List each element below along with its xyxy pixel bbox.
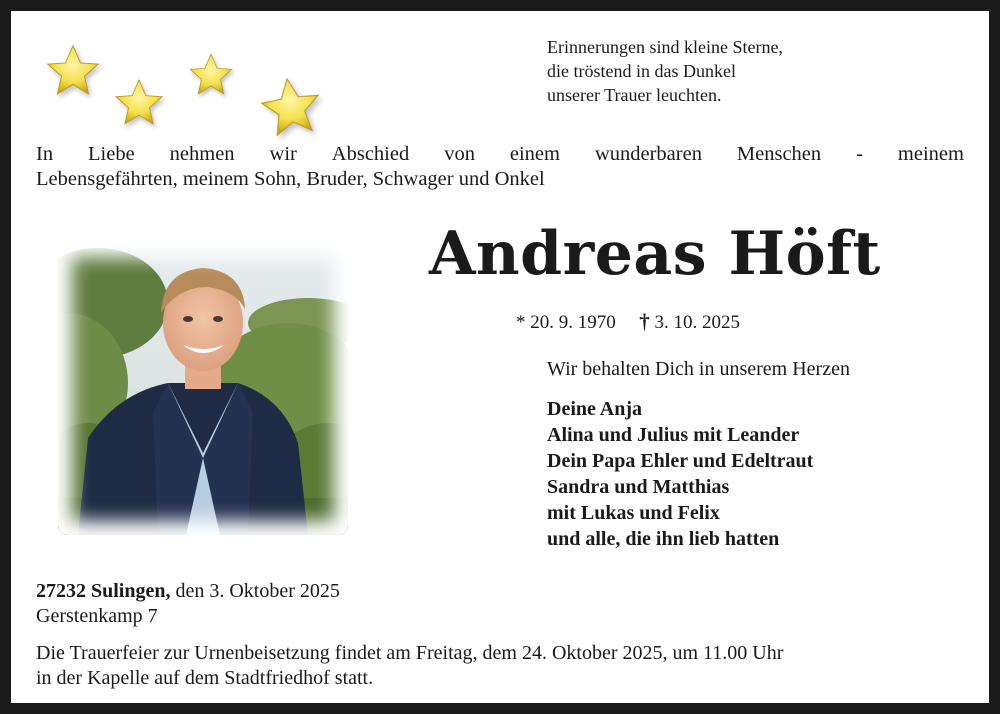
memorial-quote	[547, 35, 783, 107]
mourner-line: Dein Papa Ehler und Edeltraut	[547, 450, 814, 472]
intro-line-2: Lebensgefährten, meinem Sohn, Bruder, Schwager und Onkel	[36, 168, 545, 190]
mourner-line: Alina und Julius mit Leander	[547, 424, 800, 446]
stars-decoration	[35, 35, 335, 145]
quote-line: Erinnerungen sind kleine Sterne,	[547, 37, 783, 57]
mourner-line: Sandra und Matthias	[547, 476, 730, 498]
intro-word: wir	[269, 143, 297, 165]
intro-word: Abschied	[331, 143, 410, 165]
remembrance-line: Wir behalten Dich in unserem Herzen	[547, 358, 850, 380]
place-line	[36, 579, 340, 604]
quote-line: die tröstend in das Dunkel	[547, 61, 736, 81]
quote-line: unserer Trauer leuchten.	[547, 85, 722, 105]
intro-word: Menschen	[736, 143, 822, 165]
ceremony-notice	[36, 641, 783, 691]
cross-icon: †	[639, 309, 650, 333]
intro-word: meinem	[897, 143, 964, 165]
portrait-photo	[46, 233, 361, 548]
intro-word: -	[856, 143, 863, 165]
place-and-date	[36, 579, 340, 629]
star-icon	[259, 75, 323, 137]
star-icon	[48, 46, 99, 94]
intro-word: von	[444, 143, 475, 165]
mourner-line: und alle, die ihn lieb hatten	[547, 528, 780, 550]
portrait-image	[58, 243, 348, 535]
mourner-line: Deine Anja	[547, 398, 642, 420]
star-icon	[116, 80, 162, 124]
mourner-line: mit Lukas und Felix	[547, 502, 720, 524]
star-icon	[190, 54, 232, 94]
place-date: den 3. Oktober 2025	[170, 580, 340, 602]
deceased-name: Andreas Höft	[429, 219, 881, 289]
life-dates	[516, 309, 740, 334]
place-city: 27232 Sulingen,	[36, 580, 171, 602]
intro-word: In	[36, 143, 54, 165]
ceremony-line: Die Trauerfeier zur Urnenbeisetzung findet am Freitag, dem 24. Oktober 2025, um 11.00 Uhr	[36, 642, 784, 664]
death-date: 3. 10. 2025	[654, 312, 740, 333]
intro-word: wunderbaren	[594, 143, 702, 165]
intro-line-1	[36, 142, 964, 167]
ceremony-line: in der Kapelle auf dem Stadtfriedhof statt.	[36, 667, 374, 689]
mourners-list	[547, 396, 813, 552]
place-street: Gerstenkamp 7	[36, 605, 158, 627]
intro-word: Liebe	[88, 143, 135, 165]
intro-text	[36, 142, 964, 192]
intro-word: nehmen	[169, 143, 235, 165]
intro-word: einem	[509, 143, 560, 165]
birth-date: * 20. 9. 1970	[516, 312, 616, 333]
